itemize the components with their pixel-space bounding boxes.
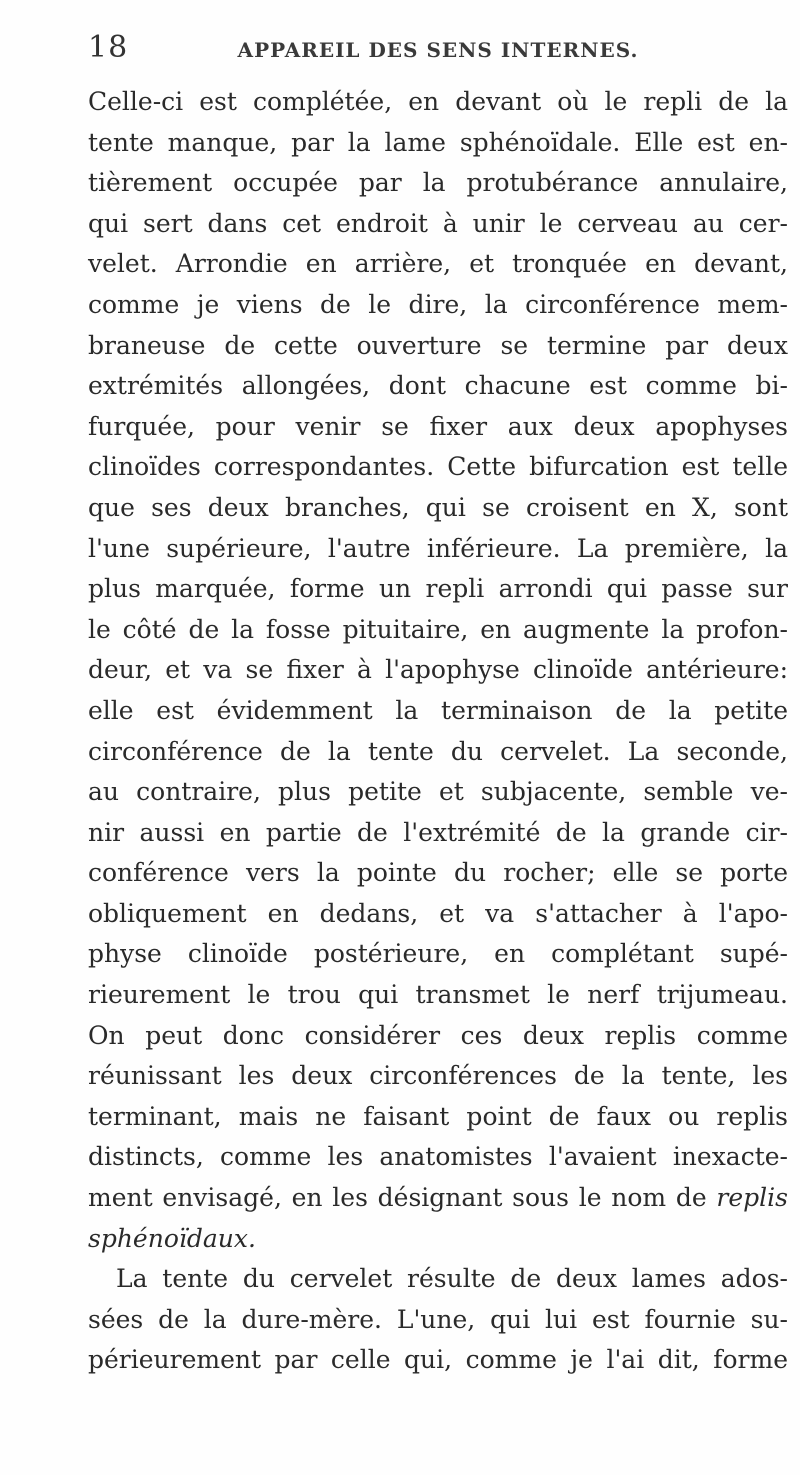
text-line: comme je viens de le dire, la circonférence mem- xyxy=(88,289,788,319)
page-number: 18 xyxy=(88,30,129,65)
text-line: qui sert dans cet endroit à unir le cerveau au cer- xyxy=(88,208,788,238)
text-line: On peut donc considérer ces deux replis comme xyxy=(88,1020,788,1050)
text-line-with-italic xyxy=(88,1178,788,1219)
text-line: le côté de la fosse pituitaire, en augmente la profon- xyxy=(88,614,788,644)
text-line: furquée, pour venir se fixer aux deux apophyses xyxy=(88,411,788,441)
text-line: périeurement par celle qui, comme je l'ai dit, forme xyxy=(88,1345,788,1375)
italic-term: replis xyxy=(716,1183,788,1213)
text-line: plus marquée, forme un repli arrondi qui passe sur xyxy=(88,574,788,604)
italic-term: sphénoïdaux. xyxy=(88,1223,256,1253)
text-line: tente manque, par la lame sphénoïdale. Elle est en- xyxy=(88,127,788,157)
text-line: que ses deux branches, qui se croisent en X, sont xyxy=(88,492,788,522)
text-line: au contraire, plus petite et subjacente, semble ve- xyxy=(88,777,788,807)
text-line: distincts, comme les anatomistes l'avaient inexacte- xyxy=(88,1142,788,1172)
text-line: tièrement occupée par la protubérance annulaire, xyxy=(88,168,788,198)
text-line: nir aussi en partie de l'extrémité de la grande cir- xyxy=(88,817,788,847)
text-line: Celle-ci est complétée, en devant où le repli de la xyxy=(88,87,788,116)
text-line: deur, et va se fixer à l'apophyse clinoïde antérieure: xyxy=(88,655,788,685)
running-head xyxy=(88,30,788,70)
text-line: terminant, mais ne faisant point de faux ou replis xyxy=(88,1101,788,1131)
running-title: APPAREIL DES SENS INTERNES. xyxy=(237,38,639,62)
text-line: circonférence de la tente du cervelet. La seconde, xyxy=(88,736,788,766)
text-line: La tente du cervelet résulte de deux lames ados- xyxy=(116,1264,788,1294)
text-line: sées de la dure-mère. L'une, qui lui est fournie su- xyxy=(88,1304,788,1334)
text-line: rieurement le trou qui transmet le nerf trijumeau. xyxy=(88,980,788,1010)
text-line: extrémités allongées, dont chacune est comme bi- xyxy=(88,371,788,401)
text-line: réunissant les deux circonférences de la tente, les xyxy=(88,1061,788,1091)
text-line xyxy=(88,1219,788,1260)
text-line: clinoïdes correspondantes. Cette bifurcation est telle xyxy=(88,452,788,482)
body-text xyxy=(88,82,788,1381)
text-line: obliquement en dedans, et va s'attacher à l'apo- xyxy=(88,898,788,928)
text-run: ment envisagé, en les désignant sous le nom de xyxy=(88,1183,707,1213)
text-line: l'une supérieure, l'autre inférieure. La première, la xyxy=(88,533,788,563)
text-line: conférence vers la pointe du rocher; elle se porte xyxy=(88,858,788,888)
text-line: velet. Arrondie en arrière, et tronquée en devant, xyxy=(88,249,788,279)
text-line: physe clinoïde postérieure, en complétant supé- xyxy=(88,939,788,969)
text-line: braneuse de cette ouverture se termine par deux xyxy=(88,330,788,360)
text-line: elle est évidemment la terminaison de la petite xyxy=(88,695,788,725)
